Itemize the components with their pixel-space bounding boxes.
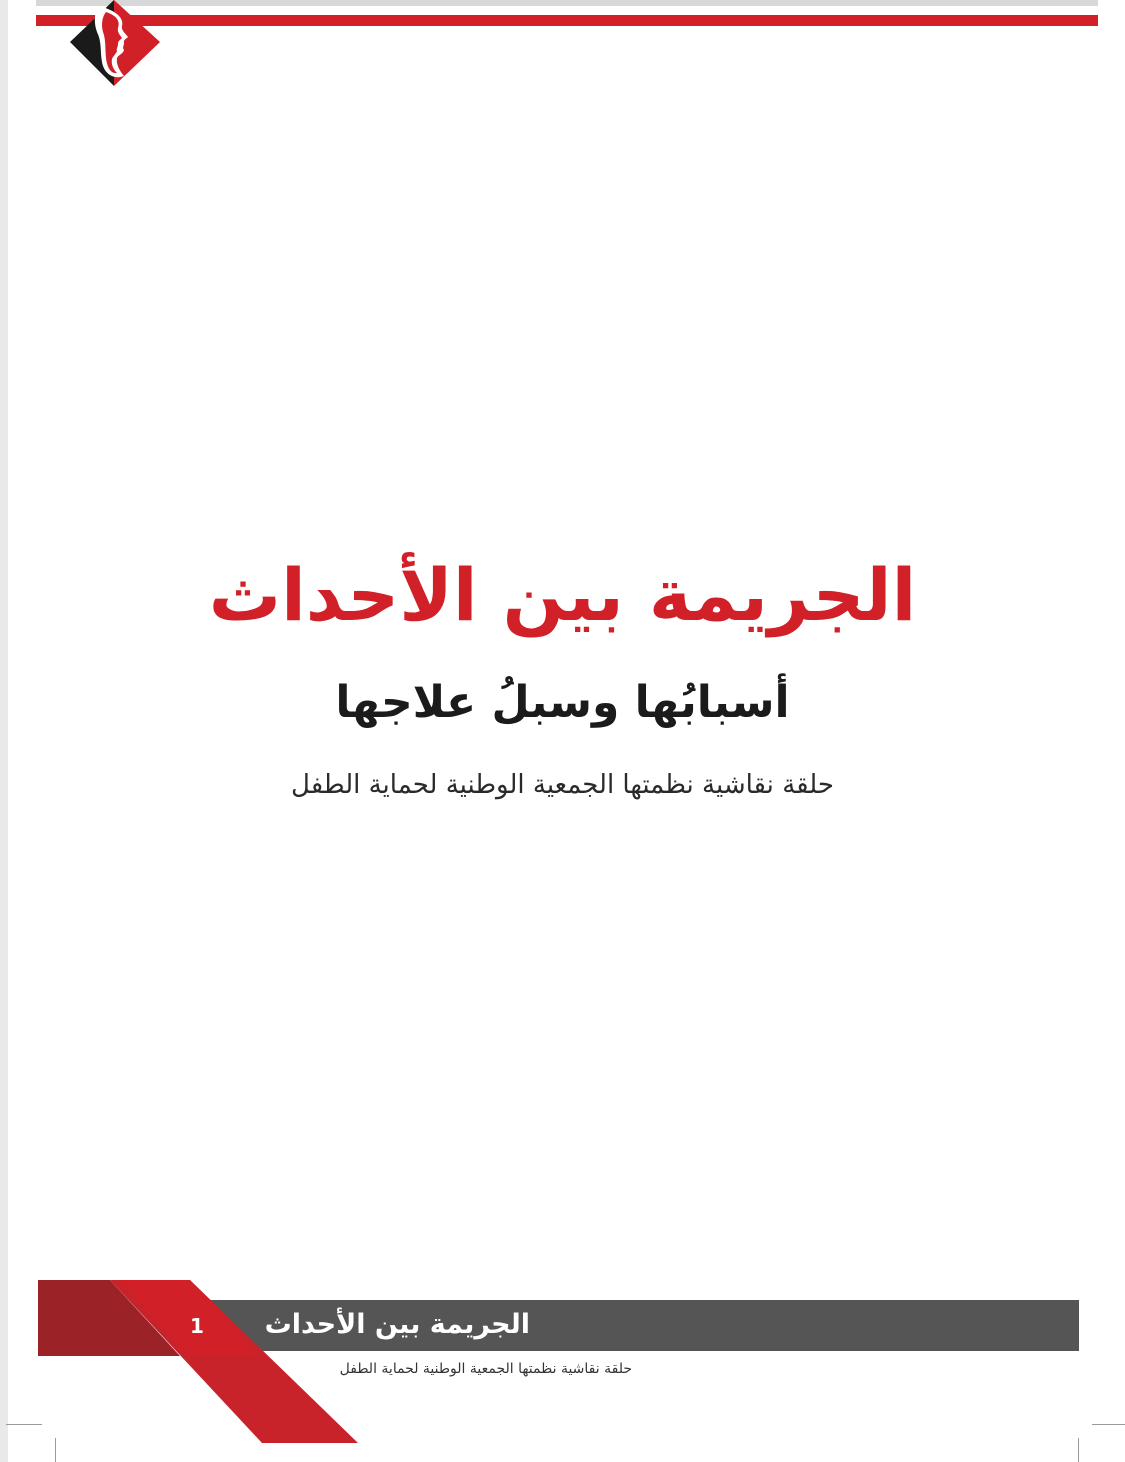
document-caption: حلقة نقاشية نظمتها الجمعية الوطنية لحماية الطفل xyxy=(291,770,834,800)
face-profile-logo-icon xyxy=(66,0,164,90)
header-red-bar xyxy=(36,15,1098,26)
footer-title: الجريمة بين الأحداث xyxy=(264,1309,530,1340)
crop-mark-bottom-left-horizontal xyxy=(6,1424,42,1425)
crop-mark-bottom-left-vertical xyxy=(55,1438,56,1462)
header-gray-bar xyxy=(36,0,1098,6)
document-title: الجريمة بين الأحداث xyxy=(208,553,917,637)
crop-mark-bottom-right-vertical xyxy=(1078,1438,1079,1462)
crop-mark-bottom-right-horizontal xyxy=(1092,1424,1125,1425)
page-number: 1 xyxy=(190,1314,204,1338)
document-subtitle: أسبابُها وسبلُ علاجها xyxy=(335,677,790,728)
footer-caption: حلقة نقاشية نظمتها الجمعية الوطنية لحماية الطفل xyxy=(339,1361,632,1377)
